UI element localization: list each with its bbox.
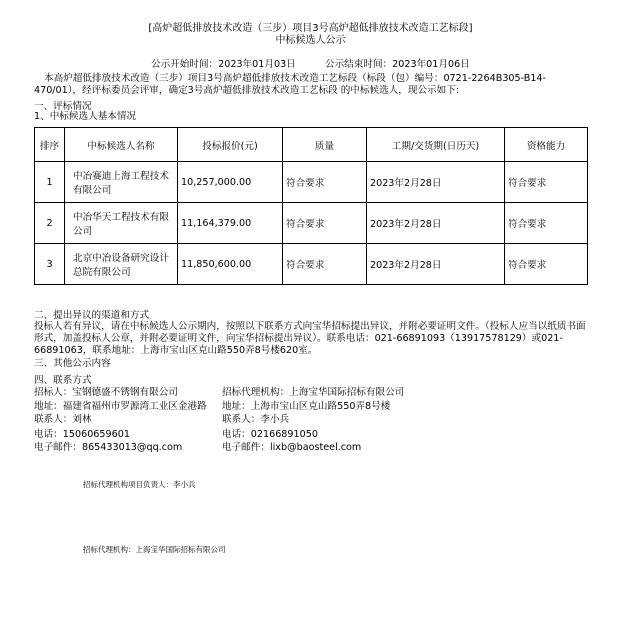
tenderer-phone: 电话：15060659601 — [34, 429, 130, 440]
cell-duration: 2023年2月28日 — [367, 244, 505, 285]
cell-rank: 2 — [35, 203, 65, 244]
header-qualification: 资格能力 — [505, 128, 588, 162]
table-row — [35, 244, 588, 285]
section2-heading: 二、提出异议的渠道和方式 — [34, 310, 150, 321]
cell-qualification: 符合要求 — [505, 244, 588, 285]
intro-paragraph: 本高炉超低排放技术改造（三步）项目3号高炉超低排放技术改造工艺标段（标段（包）编号：0721-2264B305-B14-470/01），经评标委员会评审，确定3号高炉超低排放技术改造工艺标段 的中标候选人，现公示如下: — [34, 73, 547, 96]
cell-price: 11,164,379.00 — [178, 203, 283, 244]
section2-body: 投标人若有异议，请在中标候选人公示期内，按照以下联系方式向宝华招标提出异议，并附必要证明文件。（投标人应当以纸质书面形式，加盖投标人公章，并附必要证明文件，向宝华招标提出异议）。联系电话：021-66891093（13917578129）或021-66891063，联系地址：上海市宝山区克山路550弄8号楼620室。 — [34, 321, 586, 356]
cell-price: 11,850,600.00 — [178, 244, 283, 285]
table-row — [35, 162, 588, 203]
tenderer-address: 地址：福建省福州市罗源湾工业区金港路 — [34, 401, 207, 412]
cell-duration: 2023年2月28日 — [367, 203, 505, 244]
table-row — [35, 203, 588, 244]
cell-qualification: 符合要求 — [505, 203, 588, 244]
publish-end-date: 公示结束时间：2023年01月06日 — [325, 59, 470, 70]
section4-heading: 四、联系方式 — [34, 375, 92, 386]
cell-name: 中冶赛迪上海工程技术有限公司 — [65, 162, 178, 203]
header-name: 中标候选人名称 — [65, 128, 178, 162]
cell-name: 北京中冶设备研究设计总院有限公司 — [65, 244, 178, 285]
cell-name: 中冶华天工程技术有限公司 — [65, 203, 178, 244]
header-duration: 工期/交货期(日历天) — [367, 128, 505, 162]
notice-subtitle: 中标候选人公示 — [275, 35, 346, 46]
publish-start-date: 公示开始时间：2023年01月03日 — [151, 59, 296, 70]
agency-contact: 联系人：李小兵 — [222, 414, 290, 425]
cell-quality: 符合要求 — [283, 162, 367, 203]
section1-subheading: 1、中标候选人基本情况 — [34, 111, 137, 122]
agency-address: 地址：上海市宝山区克山路550弄8号楼 — [222, 401, 391, 412]
cell-price: 10,257,000.00 — [178, 162, 283, 203]
section1-heading: 一、评标情况 — [34, 101, 92, 112]
cell-rank: 3 — [35, 244, 65, 285]
project-responsible: 招标代理机构项目负责人：李小兵 — [83, 480, 196, 489]
table-header-row — [35, 128, 588, 162]
agency-phone: 电话：02166891050 — [222, 429, 318, 440]
cell-rank: 1 — [35, 162, 65, 203]
cell-qualification: 符合要求 — [505, 162, 588, 203]
header-rank: 排序 — [35, 128, 65, 162]
header-quality: 质量 — [283, 128, 367, 162]
cell-duration: 2023年2月28日 — [367, 162, 505, 203]
header-price: 投标报价(元) — [178, 128, 283, 162]
tenderer-name: 招标人：宝钢德盛不锈钢有限公司 — [34, 387, 178, 398]
agency-signature: 招标代理机构：上海宝华国际招标有限公司 — [83, 545, 226, 554]
tenderer-email: 电子邮件：865433013@qq.com — [34, 442, 183, 453]
agency-email: 电子邮件：lixb@baosteel.com — [222, 442, 362, 453]
agency-name: 招标代理机构：上海宝华国际招标有限公司 — [222, 387, 405, 398]
section3-heading: 三、其他公示内容 — [34, 358, 111, 369]
tenderer-contact: 联系人：刘林 — [34, 414, 92, 425]
notice-title: [高炉超低排放技术改造（三步）项目3号高炉超低排放技术改造工艺标段] — [148, 23, 473, 34]
cell-quality: 符合要求 — [283, 203, 367, 244]
cell-quality: 符合要求 — [283, 244, 367, 285]
candidate-table — [34, 127, 588, 285]
